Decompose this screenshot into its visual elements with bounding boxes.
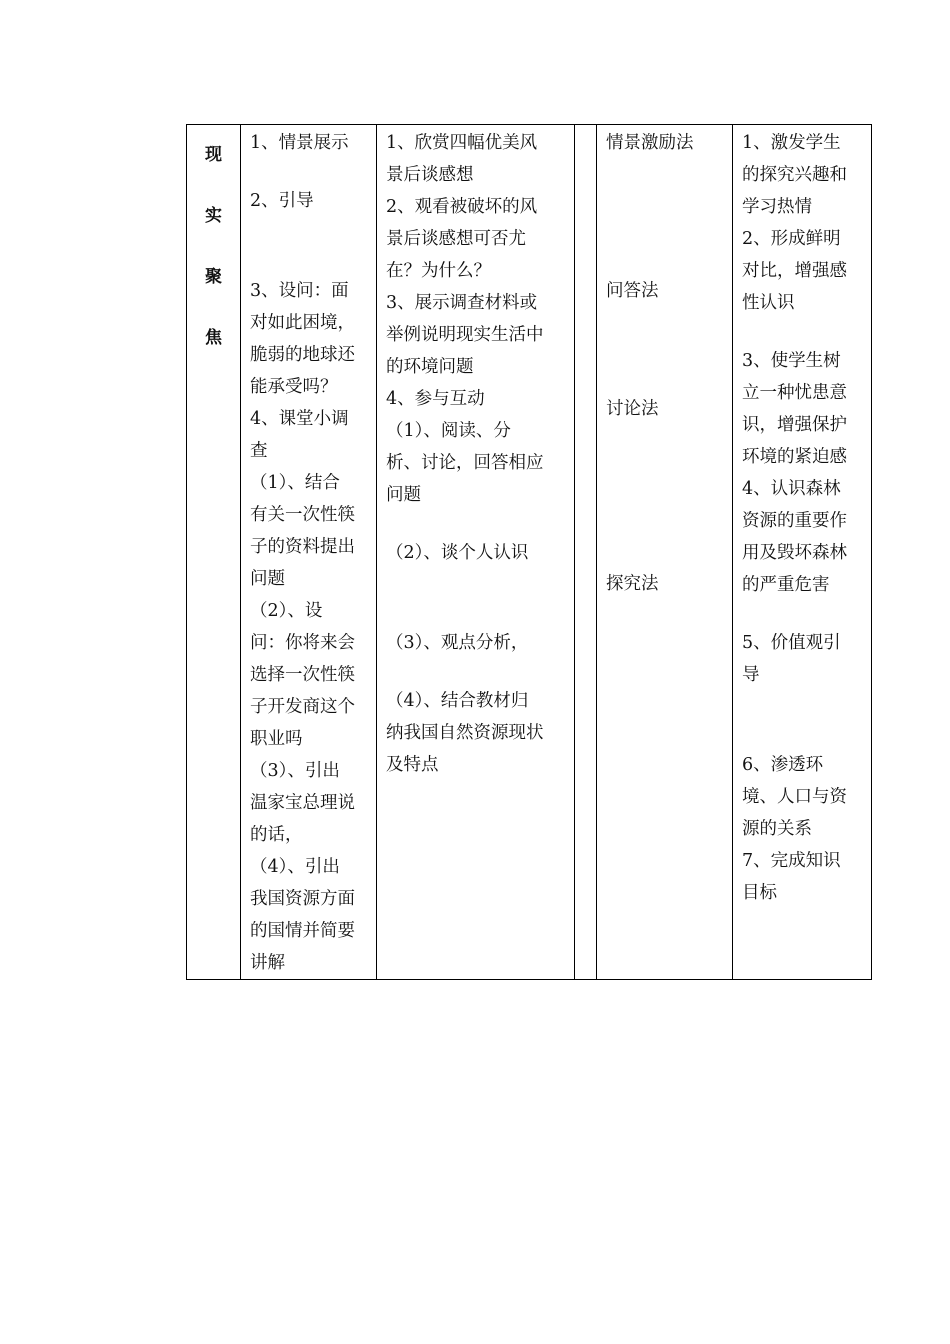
intent-line: 学习热情 [742, 197, 812, 217]
student-line: 1、欣赏四幅优美风 [386, 133, 538, 153]
teacher-line: 的话， [250, 825, 303, 845]
intent-line: 用及毁坏森林 [742, 543, 847, 563]
teacher-line: 我国资源方面 [250, 889, 355, 909]
intent-line: 境、人口与资 [742, 787, 847, 807]
method-line: 情景激励法 [606, 133, 694, 153]
intent-line: 的探究兴趣和 [742, 165, 847, 185]
student-line: 及特点 [386, 755, 439, 775]
student-line: 举例说明现实生活中 [386, 325, 544, 345]
design-intent-text [733, 125, 871, 909]
intent-line: 导 [742, 665, 760, 685]
student-line: （2）、谈个人认识 [386, 543, 529, 563]
student-line: 纳我国自然资源现状 [386, 723, 544, 743]
paragraph-gap [606, 307, 726, 393]
paragraph-gap [606, 159, 726, 275]
paragraph-gap [386, 569, 568, 627]
teacher-line: 讲解 [250, 953, 285, 973]
teacher-line: 问：你将来会 [250, 633, 355, 653]
teacher-line: 的国情并简要 [250, 921, 355, 941]
student-line: 2、观看被破坏的风 [386, 197, 538, 217]
intent-line: 7、完成知识 [742, 851, 841, 871]
student-line: 的环境问题 [386, 357, 474, 377]
teacher-line: 能承受吗？ [250, 377, 338, 397]
intent-line: 5、价值观引 [742, 633, 841, 653]
student-line: （4）、结合教材归 [386, 691, 529, 711]
intent-line: 性认识 [742, 293, 795, 313]
student-activity-text [377, 125, 574, 781]
student-line: （3）、观点分析， [386, 633, 529, 653]
paragraph-gap [742, 601, 865, 627]
paragraph-gap [250, 159, 370, 185]
teacher-line: 2、引导 [250, 191, 314, 211]
intent-line: 环境的紧迫感 [742, 447, 847, 467]
teacher-activity-text [241, 125, 376, 979]
teacher-line: 子开发商这个 [250, 697, 355, 717]
paragraph-gap [742, 319, 865, 345]
student-line: （1）、阅读、分 [386, 421, 511, 441]
stage-cell [187, 125, 241, 980]
student-line: 析、讨论，回答相应 [386, 453, 544, 473]
intent-line: 源的关系 [742, 819, 812, 839]
stage-char: 焦 [205, 328, 222, 348]
intent-line: 的严重危害 [742, 575, 830, 595]
intent-line: 4、认识森林 [742, 479, 841, 499]
student-line: 景后谈感想 [386, 165, 474, 185]
method-line: 探究法 [606, 574, 659, 594]
student-activity-cell [377, 125, 575, 980]
intent-line: 1、激发学生 [742, 133, 841, 153]
teacher-line: 温家宝总理说 [250, 793, 355, 813]
teacher-line: 子的资料提出 [250, 537, 355, 557]
student-line: 4、参与互动 [386, 389, 485, 409]
teacher-line: 对如此困境， [250, 313, 355, 333]
teacher-line: 脆弱的地球还 [250, 345, 355, 365]
lesson-plan-table [186, 124, 872, 980]
teacher-line: 问题 [250, 569, 285, 589]
paragraph-gap [386, 659, 568, 685]
teacher-line: 查 [250, 441, 268, 461]
intent-cell [733, 125, 872, 980]
method-line: 讨论法 [606, 399, 659, 419]
teacher-line: （3）、引出 [250, 761, 340, 781]
stage-char: 现 [205, 145, 222, 165]
intent-line: 目标 [742, 883, 777, 903]
student-line: 3、展示调查材料或 [386, 293, 538, 313]
teacher-line: 1、情景展示 [250, 133, 349, 153]
student-line: 问题 [386, 485, 421, 505]
stage-char: 实 [205, 206, 222, 226]
paragraph-gap [250, 217, 370, 275]
student-line: 在？为什么？ [386, 261, 491, 281]
teacher-line: （1）、结合 [250, 473, 340, 493]
stage-char: 聚 [205, 267, 222, 287]
teacher-line: 3、设问：面 [250, 281, 349, 301]
teacher-line: （2）、设 [250, 601, 323, 621]
method-line: 问答法 [606, 281, 659, 301]
teacher-line: 选择一次性筷 [250, 665, 355, 685]
paragraph-gap [742, 691, 865, 749]
student-line: 景后谈感想可否尤 [386, 229, 526, 249]
teacher-activity-cell [241, 125, 377, 980]
intent-line: 6、渗透环 [742, 755, 824, 775]
teacher-line: 有关一次性筷 [250, 505, 355, 525]
intent-line: 识，增强保护 [742, 415, 847, 435]
method-cell [597, 125, 733, 980]
teacher-line: 4、课堂小调 [250, 409, 349, 429]
teacher-line: 职业吗 [250, 729, 303, 749]
method-text [597, 125, 732, 600]
stage-title [187, 125, 240, 369]
teacher-line: （4）、引出 [250, 857, 340, 877]
intent-line: 2、形成鲜明 [742, 229, 841, 249]
narrow-empty-cell [575, 125, 597, 980]
intent-line: 立一种忧患意 [742, 383, 847, 403]
intent-line: 资源的重要作 [742, 511, 847, 531]
paragraph-gap [386, 511, 568, 537]
paragraph-gap [606, 425, 726, 568]
intent-line: 3、使学生树 [742, 351, 841, 371]
intent-line: 对比，增强感 [742, 261, 847, 281]
table-row [187, 125, 872, 980]
